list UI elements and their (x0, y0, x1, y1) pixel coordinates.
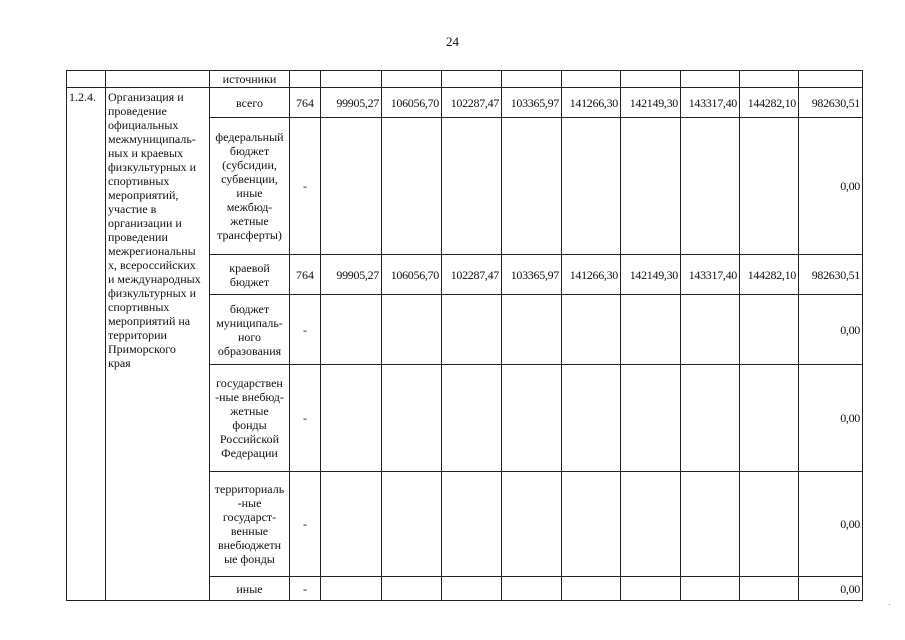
budget-code-cell: - (290, 295, 321, 365)
total-value-cell: 0,00 (799, 295, 863, 365)
item-name-line: физкультурных и (108, 160, 197, 174)
funding-source-line: иные (236, 186, 263, 200)
funding-source-cell (210, 118, 290, 255)
item-name-line: межрегиональны (108, 244, 196, 258)
funding-source-line: бюджет (229, 144, 270, 158)
year-value-cell: 141266,30 (562, 255, 621, 295)
funding-source-line: всего (235, 95, 264, 110)
table-row (67, 88, 863, 118)
year-value-cell (382, 118, 442, 255)
funding-source-line: иные (236, 581, 263, 596)
funding-source-cell (210, 255, 290, 295)
funding-source-line: бюджет (229, 301, 270, 316)
funding-source-line: венные (230, 524, 269, 538)
year-value-cell (382, 365, 442, 472)
year-value-cell (740, 118, 799, 255)
year-value-cell: 99905,27 (321, 88, 382, 118)
year-value-cell: 144282,10 (740, 255, 799, 295)
item-name-line: организации и (108, 216, 182, 230)
year-value-cell (740, 295, 799, 365)
year-value-cell (681, 472, 740, 577)
year-value-cell (442, 472, 502, 577)
budget-code-cell: - (290, 577, 321, 601)
year-value-cell (681, 118, 740, 255)
funding-source-line: жетные (230, 214, 269, 228)
year-value-cell (442, 118, 502, 255)
year-value-cell (442, 365, 502, 472)
item-name-line: ных и краевых (108, 146, 184, 160)
item-name-line: территории (108, 328, 167, 342)
year-value-cell (321, 577, 382, 601)
year-value-cell (321, 472, 382, 577)
year-value-cell: 99905,27 (321, 255, 382, 295)
header-name-cell (106, 71, 210, 88)
funding-source-line: межбюд- (226, 200, 273, 214)
header-source-cell: источники (210, 71, 290, 88)
total-value-cell: 982630,51 (799, 88, 863, 118)
page-number: 24 (446, 34, 459, 49)
total-value-cell: 0,00 (799, 365, 863, 472)
funding-source-line: бюджет (229, 274, 270, 289)
budget-code-cell: - (290, 365, 321, 472)
year-value-cell: 102287,47 (442, 255, 502, 295)
year-value-cell (681, 577, 740, 601)
funding-source-cell (210, 365, 290, 472)
item-name-line: спортивных (108, 300, 170, 314)
item-name-line: мероприятий, (108, 188, 179, 202)
year-value-cell: 103365,97 (502, 88, 562, 118)
year-value-cell (382, 472, 442, 577)
funding-source-line: субвенции, (221, 172, 278, 186)
total-value-cell: 0,00 (799, 118, 863, 255)
year-value-cell (740, 365, 799, 472)
total-value-cell: 0,00 (799, 577, 863, 601)
total-value-cell: 982630,51 (799, 255, 863, 295)
year-value-cell (382, 295, 442, 365)
year-value-cell (502, 118, 562, 255)
year-value-cell (562, 577, 621, 601)
year-value-cell: 106056,70 (382, 255, 442, 295)
year-value-cell (502, 295, 562, 365)
item-name-line: проведение (108, 104, 167, 118)
year-value-cell: 142149,30 (621, 88, 681, 118)
funding-source-line: трансферты) (217, 228, 282, 242)
item-name-line: х, всероссийских (108, 258, 196, 272)
funding-source-cell (210, 295, 290, 365)
funding-source-line: государст- (222, 510, 277, 524)
funding-source-cell (210, 88, 290, 118)
funding-source-cell (210, 472, 290, 577)
funding-source-line: образования (217, 343, 282, 358)
funding-source-line: Российской (219, 432, 280, 446)
item-name-line: проведении (108, 230, 168, 244)
year-value-cell: 102287,47 (442, 88, 502, 118)
header-continuation-row (67, 71, 863, 88)
year-value-cell: 106056,70 (382, 88, 442, 118)
year-value-cell (621, 118, 681, 255)
year-value-cell (740, 577, 799, 601)
header-code-cell (67, 71, 106, 88)
year-value-cell: 141266,30 (562, 88, 621, 118)
year-value-cell (681, 365, 740, 472)
funding-source-line: муниципаль- (216, 315, 283, 330)
year-value-cell (621, 295, 681, 365)
year-value-cell (681, 295, 740, 365)
funding-source-line: -ные внебюд- (215, 390, 284, 404)
year-value-cell (562, 118, 621, 255)
funding-source-cell (210, 577, 290, 601)
year-value-cell (321, 365, 382, 472)
year-value-cell (502, 365, 562, 472)
budget-code-cell: - (290, 472, 321, 577)
year-value-cell (502, 472, 562, 577)
year-value-cell (442, 577, 502, 601)
item-code-cell: 1.2.4. (67, 88, 106, 601)
year-value-cell (321, 118, 382, 255)
year-value-cell (562, 365, 621, 472)
year-value-cell (621, 472, 681, 577)
item-name-line: Приморского (108, 342, 176, 356)
item-name-cell (106, 88, 210, 601)
year-value-cell: 144282,10 (740, 88, 799, 118)
item-name-line: и международных (108, 272, 201, 286)
year-value-cell: 143317,40 (681, 255, 740, 295)
funding-source-line: Федерации (221, 446, 278, 460)
year-value-cell (382, 577, 442, 601)
year-value-cell (562, 472, 621, 577)
year-value-cell (740, 472, 799, 577)
item-name-line: физкультурных и (108, 286, 197, 300)
budget-code-cell: 764 (290, 255, 321, 295)
funding-source-line: краевой (229, 260, 270, 275)
funding-source-line: территориаль (214, 482, 285, 496)
item-name-line: края (108, 356, 131, 370)
year-value-cell (502, 577, 562, 601)
item-name-line: мероприятий на (108, 314, 191, 328)
funding-source-line: ного (237, 329, 262, 344)
year-value-cell: 103365,97 (502, 255, 562, 295)
funding-source-line: федеральный (215, 130, 284, 144)
item-name-line: участие в (108, 202, 157, 216)
funding-source-line: (субсидии, (222, 158, 277, 172)
funding-source-line: -ные (237, 496, 262, 510)
funding-source-line: жетные (230, 404, 269, 418)
item-name-line: межмуниципаль- (108, 132, 196, 146)
budget-code-cell: 764 (290, 88, 321, 118)
item-name-line: спортивных (108, 174, 170, 188)
total-value-cell: 0,00 (799, 472, 863, 577)
item-name-line: официальных (108, 118, 179, 132)
funding-source-line: государствен (216, 376, 283, 390)
year-value-cell: 143317,40 (681, 88, 740, 118)
funding-source-line: ые фонды (224, 552, 275, 566)
year-value-cell (621, 577, 681, 601)
item-name-line: Организация и (108, 90, 184, 104)
funding-source-line: фонды (232, 418, 267, 432)
budget-table (66, 70, 863, 601)
budget-code-cell: - (290, 118, 321, 255)
funding-source-line: внебюджетн (217, 538, 282, 552)
year-value-cell (321, 295, 382, 365)
year-value-cell (562, 295, 621, 365)
scan-speck (889, 604, 890, 605)
year-value-cell (442, 295, 502, 365)
year-value-cell: 142149,30 (621, 255, 681, 295)
year-value-cell (621, 365, 681, 472)
